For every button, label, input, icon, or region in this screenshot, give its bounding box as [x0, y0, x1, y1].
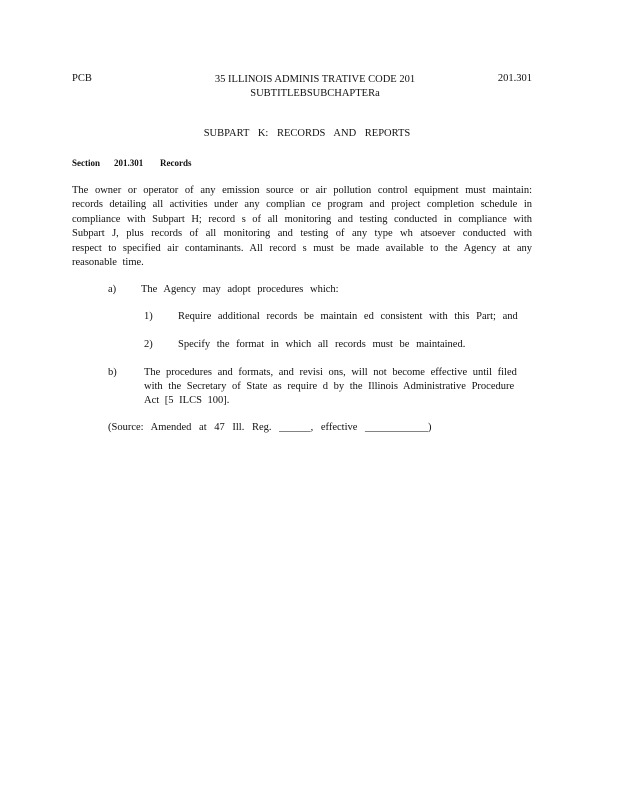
- list-text: The procedures and formats, and revisi ons, will not become effective until filed with the Secretary of State as require d by the Illinois Administrative Procedure Act [5 ILCS 100].: [144, 367, 517, 406]
- section-title: Records: [160, 158, 192, 168]
- source-note: (Source: Amended at 47 Ill. Reg. ______, effective ____________): [108, 422, 432, 433]
- list-marker: 1): [144, 311, 153, 322]
- subpart-title: SUBPART K: RECORDS AND REPORTS: [203, 128, 411, 139]
- list-marker: b): [108, 367, 117, 378]
- section-heading: [72, 158, 192, 168]
- header-left: PCB: [72, 73, 92, 84]
- header-subtitle: SUBTITLEBSUBCHAPTERa: [250, 88, 380, 99]
- body-paragraph: The owner or operator of any emission source or air pollution control equipment must maintain: records detailing all activities under any complian ce program and project completion schedule in compliance with Subpart H; record s of all monitoring and testing conducted in compliance with Subpart J, plus records of all monitoring and testing of any type wh atsoever conducted with respect to specified air contaminants. All record s must be made available to the Agency at any reasonable time.: [72, 185, 532, 269]
- header-center: [150, 73, 480, 101]
- list-marker: 2): [144, 339, 153, 350]
- header-right: 201.301: [497, 73, 532, 84]
- list-text: The Agency may adopt procedures which:: [141, 284, 339, 295]
- list-text: Require additional records be maintain ed consistent with this Part; and: [178, 311, 518, 322]
- list-marker: a): [108, 284, 117, 295]
- list-text: Specify the format in which all records must be maintained.: [178, 339, 466, 350]
- section-number: 201.301: [114, 158, 144, 168]
- header-title: 35 ILLINOIS ADMINIS TRATIVE CODE 201: [214, 74, 416, 85]
- section-label: Section: [72, 158, 100, 168]
